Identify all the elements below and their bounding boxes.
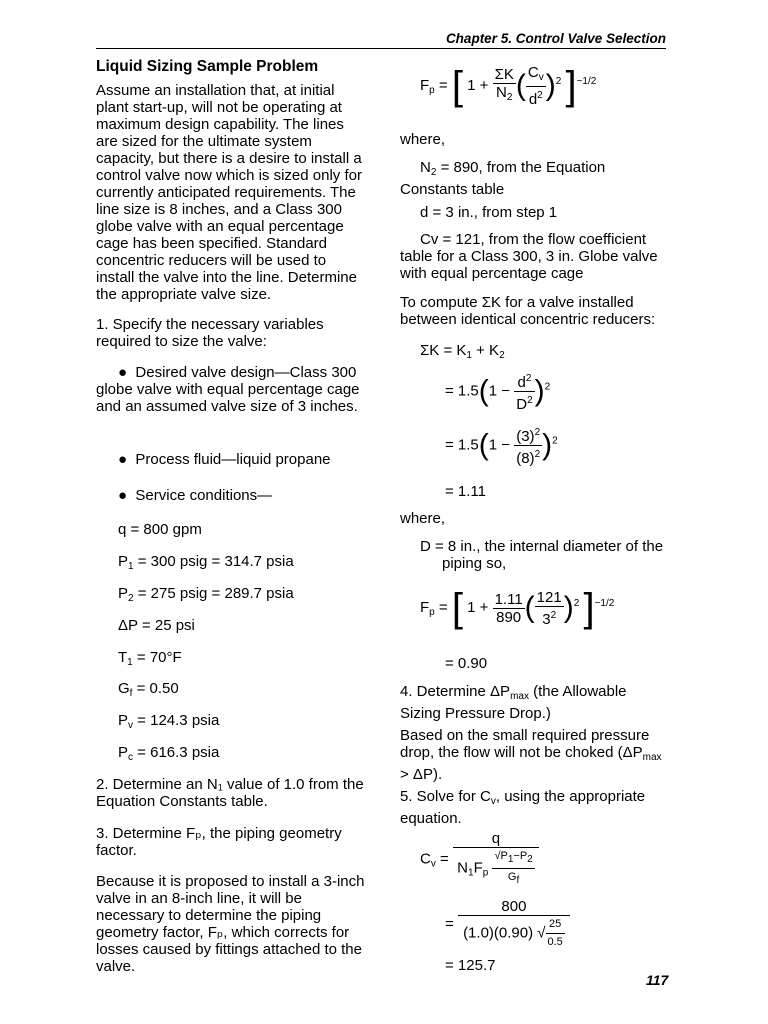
- page-number: 117: [646, 972, 669, 988]
- choked-flow-note: Based on the small required pressure drop, the flow will not be choked $(\Delta P_{max} > \Delta P)$.: [400, 727, 662, 783]
- bullet-icon: ●: [118, 451, 136, 468]
- fp-substituted: $F_p$ = [ 1 + $\frac{1.11}{890}$ ( $\frac{121}{3^2}$ )$^2$ ]$^{-1/2}$: [420, 586, 615, 630]
- sumk-result: = 1.11: [445, 483, 487, 500]
- section-title: Liquid Sizing Sample Problem: [96, 58, 319, 75]
- bullet-service-conditions: ● Service conditions—: [118, 487, 273, 504]
- temperature: $T_1 = 70^\circ F$: [118, 649, 182, 668]
- outlet-pressure: $P_2 = 275$ psig = 289.7 psia: [118, 585, 294, 604]
- fp-result: = 0.90: [445, 655, 488, 672]
- cv-definition: Cv = 121, from the flow coefficient table for a Class 300, 3 in. Globe valve with equal percentage cage: [400, 231, 658, 282]
- cv-equation: $C_v$ = q $N_1F_p$ $\frac{√P_1-P_2}{G_f}$: [420, 830, 539, 889]
- bullet-icon: ●: [118, 364, 136, 381]
- cv-result: = 125.7: [445, 957, 496, 974]
- sumk-intro: To compute ΣK for a valve installed between identical concentric reducers:: [400, 294, 656, 328]
- where-label-2: where,: [400, 510, 446, 527]
- inlet-pressure: $P_1 = 300$ psig = 314.7 psia: [118, 553, 294, 572]
- sumk-step-1: = 1.5(1 − $\frac{d^2}{D^2}$ )$^2$: [445, 370, 550, 413]
- critical-pressure: $P_c = 616.3$ psia: [118, 744, 220, 763]
- bullet-icon: ●: [118, 487, 136, 504]
- chapter-title: Chapter 5. Control Valve Selection: [445, 31, 666, 46]
- n2-definition: $N_2 = 890$, from the Equation Constants table: [400, 159, 606, 198]
- step-4: 4. Determine $\Delta P_{max}$ (the Allowable Sizing Pressure Drop.): [400, 683, 627, 722]
- piping-factor-paragraph: Because it is proposed to install a 3-inch valve in an 8-inch line, it will be necessary to determine the piping geometry factor, Fₚ, which corrects for losses caused by fittings attached to the valve.: [96, 873, 365, 975]
- step-5: 5. Solve for $C_v$, using the appropriate equation.: [400, 788, 646, 827]
- step-2: 2. Determine an N₁ value of 1.0 from the Equation Constants table.: [96, 776, 364, 810]
- cv-substituted: = 800 (1.0)(0.90) √ $\frac{25}{0.5}$: [445, 898, 570, 951]
- flow-rate: q = 800 gpm: [118, 521, 202, 538]
- sumk-step-2: = 1.5(1 − $\frac{(3)^2}{(8)^2}$ )$^2$: [445, 424, 558, 467]
- page-header: [96, 28, 666, 49]
- step-3: 3. Determine Fₚ, the piping geometry factor.: [96, 825, 342, 859]
- D-definition: D = 8 in., the internal diameter of the piping so,: [420, 538, 664, 572]
- bullet-valve-design: ● Desired valve design—Class 300 globe valve with equal percentage cage and an assumed valve size of 3 inches.: [96, 364, 360, 415]
- d-definition: d = 3 in., from step 1: [420, 204, 558, 221]
- sumk-equation: $\Sigma K = K_1 + K_2$: [420, 342, 505, 361]
- bullet-process-fluid: ● Process fluid—liquid propane: [118, 451, 331, 468]
- vapor-pressure: $P_v = 124.3$ psia: [118, 712, 220, 731]
- step-1: 1. Specify the necessary variables required to size the valve:: [96, 316, 324, 350]
- specific-gravity: $G_f = 0.50$: [118, 680, 179, 699]
- fp-equation: $F_p$ = [ 1 + $\frac{\Sigma K}{N_2}$ ( $\frac{C_v}{d^2}$ )$^2$ ]$^{-1/2}$: [420, 64, 597, 108]
- where-label: where,: [400, 131, 446, 148]
- pressure-drop: ΔP = 25 psi: [118, 617, 195, 634]
- intro-paragraph: Assume an installation that, at initial plant start-up, will not be operating at maximum design capability. The lines are sized for the ultimate system capacity, but there is a desire to install a control valve now which is sized only for currently anticipated requirements. The line size is 8 inches, and a Class 300 globe valve with an equal percentage cage has been specified. Standard concentric reducers will be used to install the valve into the line. Determine the appropriate valve size.: [96, 82, 362, 303]
